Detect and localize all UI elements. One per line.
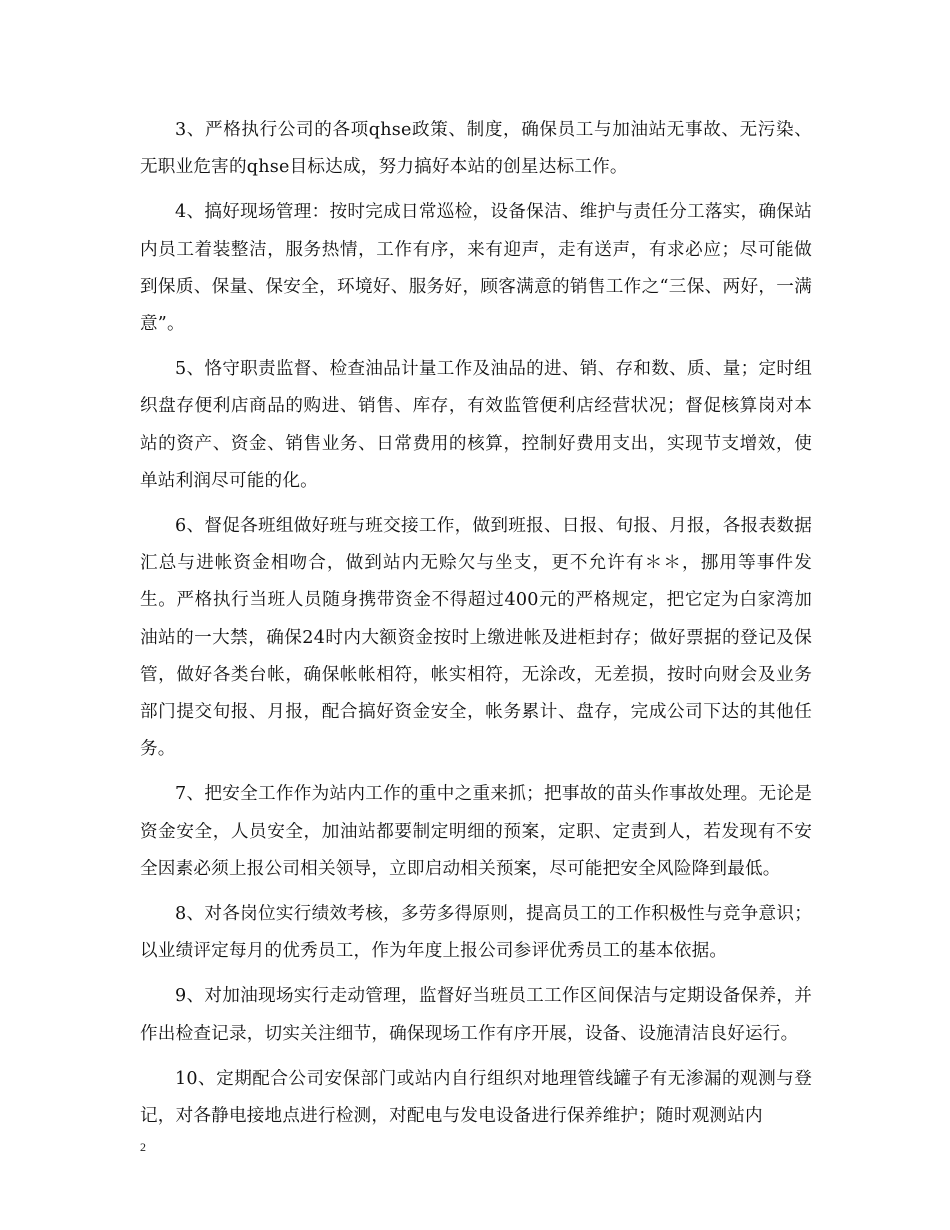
paragraph-item-4: 4、搞好现场管理：按时完成日常巡检，设备保洁、维护与责任分工落实，确保站内员工着装整洁，服务热情，工作有序，来有迎声，走有送声，有求必应；尽可能做到保质、保量、保安全，环境好、服务好，顾客满意的销售工作之“三保、两好，一满意”。 (140, 202, 812, 335)
page-number: 2 (140, 1140, 146, 1154)
paragraph-item-9: 9、对加油现场实行走动管理，监督好当班员工工作区间保洁与定期设备保养，并作出检查记录，切实关注细节，确保现场工作有序开展，设备、设施清洁良好运行。 (140, 986, 812, 1044)
paragraph-item-3: 3、严格执行公司的各项qhse政策、制度，确保员工与加油站无事故、无污染、无职业危害的qhse目标达成，努力搞好本站的创星达标工作。 (140, 120, 812, 178)
paragraph-item-5: 5、恪守职责监督、检查油品计量工作及油品的进、销、存和数、质、量；定时组织盘存便利店商品的购进、销售、库存，有效监管便利店经营状况；督促核算岗对本站的资产、资金、销售业务、日常费用的核算，控制好费用支出，实现节支增效，使单站利润尽可能的化。 (140, 359, 812, 491)
paragraph-item-7: 7、把安全工作作为站内工作的重中之重来抓；把事故的苗头作事故处理。无论是资金安全，人员安全，加油站都要制定明细的预案，定职、定责到人，若发现有不安全因素必须上报公司相关领导，立即启动相关预案，尽可能把安全风险降到最低。 (140, 784, 812, 879)
document-body (140, 112, 812, 1143)
paragraph-item-10: 10、定期配合公司安保部门或站内自行组织对地理管线罐子有无渗漏的观测与登记，对各静电接地点进行检测，对配电与发电设备进行保养维护；随时观测站内 (140, 1068, 812, 1127)
paragraph-item-6: 6、督促各班组做好班与班交接工作，做到班报、日报、旬报、月报，各报表数据汇总与进帐资金相吻合，做到站内无赊欠与坐支，更不允许有＊＊，挪用等事件发生。严格执行当班人员随身携带资金不得超过400元的严格规定，把它定为白家湾加油站的一大禁，确保24时内大额资金按时上缴进帐及进柜封存；做好票据的登记及保管，做好各类台帐，确保帐帐相符，帐实相符，无涂改，无差损，按时向财会及业务部门提交旬报、月报，配合搞好资金安全，帐务累计、盘存，完成公司下达的其他任务。 (140, 516, 812, 760)
paragraph-item-8: 8、对各岗位实行绩效考核，多劳多得原则，提高员工的工作积极性与竞争意识；以业绩评定每月的优秀员工，作为年度上报公司参评优秀员工的基本依据。 (140, 904, 812, 962)
